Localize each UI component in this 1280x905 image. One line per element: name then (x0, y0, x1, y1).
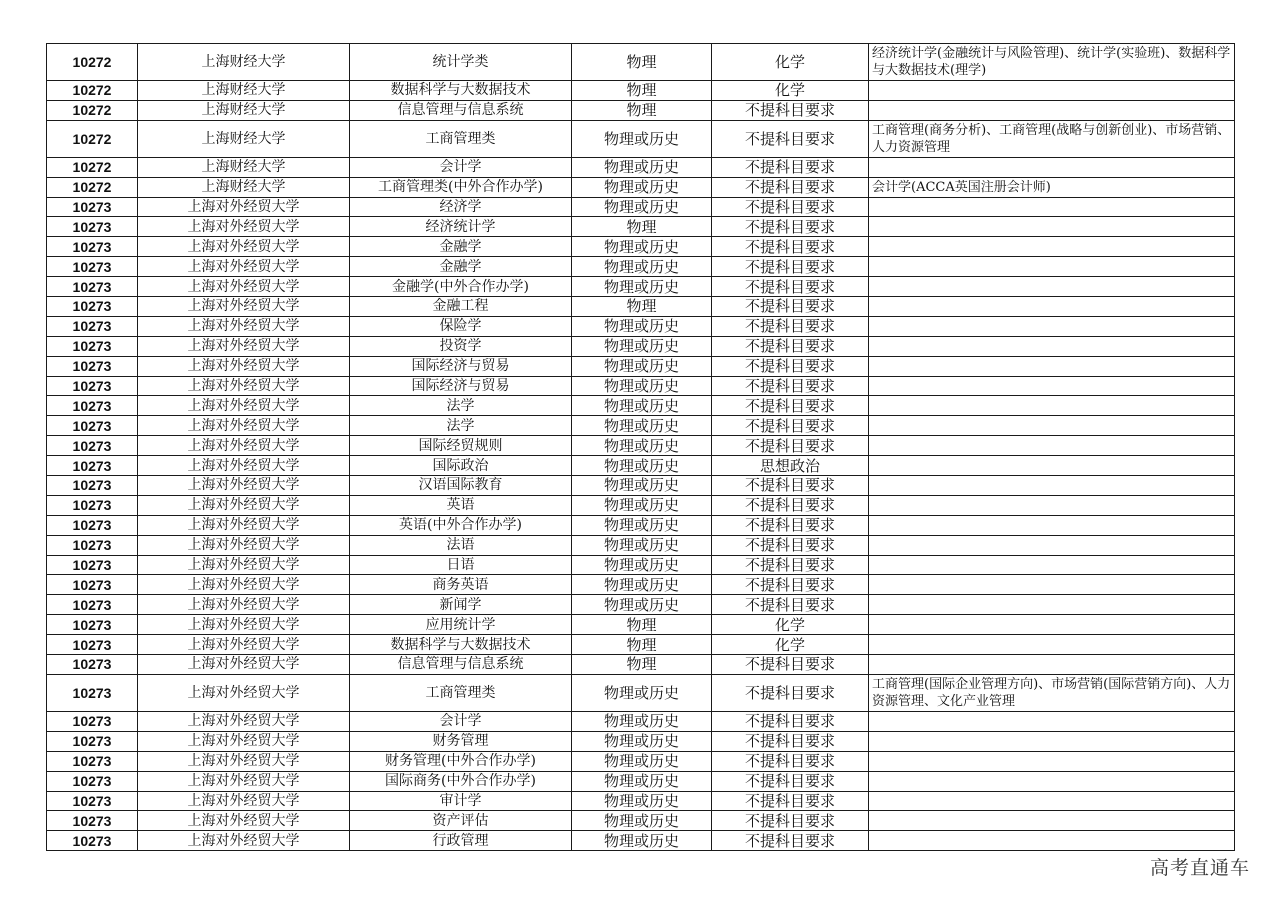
school-cell: 上海对外经贸大学 (138, 811, 350, 831)
note-cell (869, 791, 1235, 811)
first-subject-cell: 物理 (572, 655, 712, 675)
major-cell: 英语(中外合作办学) (350, 515, 572, 535)
school-cell: 上海对外经贸大学 (138, 731, 350, 751)
second-subject-cell: 不提科目要求 (712, 416, 869, 436)
school-cell: 上海财经大学 (138, 44, 350, 81)
major-cell: 财务管理(中外合作办学) (350, 751, 572, 771)
first-subject-cell: 物理 (572, 297, 712, 317)
table-row (47, 575, 1235, 595)
table-row (47, 811, 1235, 831)
note-cell (869, 476, 1235, 496)
major-cell: 金融学 (350, 237, 572, 257)
code-cell: 10272 (47, 177, 138, 197)
code-cell: 10272 (47, 44, 138, 81)
second-subject-cell: 不提科目要求 (712, 555, 869, 575)
table-row (47, 157, 1235, 177)
second-subject-cell: 不提科目要求 (712, 751, 869, 771)
second-subject-cell: 不提科目要求 (712, 277, 869, 297)
watermark-text: 高考直通车 (1149, 857, 1250, 879)
code-cell: 10272 (47, 100, 138, 120)
first-subject-cell: 物理或历史 (572, 711, 712, 731)
table-row (47, 396, 1235, 416)
school-cell: 上海对外经贸大学 (138, 711, 350, 731)
note-cell (869, 595, 1235, 615)
major-cell: 国际经贸规则 (350, 436, 572, 456)
note-cell (869, 316, 1235, 336)
major-cell: 信息管理与信息系统 (350, 655, 572, 675)
first-subject-cell: 物理或历史 (572, 535, 712, 555)
second-subject-cell: 不提科目要求 (712, 336, 869, 356)
major-cell: 财务管理 (350, 731, 572, 751)
first-subject-cell: 物理 (572, 217, 712, 237)
note-cell (869, 416, 1235, 436)
major-cell: 经济学 (350, 197, 572, 217)
note-cell (869, 771, 1235, 791)
second-subject-cell: 不提科目要求 (712, 257, 869, 277)
major-cell: 法学 (350, 416, 572, 436)
code-cell: 10273 (47, 615, 138, 635)
code-cell: 10273 (47, 535, 138, 555)
table-row (47, 555, 1235, 575)
school-cell: 上海财经大学 (138, 157, 350, 177)
first-subject-cell: 物理或历史 (572, 316, 712, 336)
code-cell: 10273 (47, 495, 138, 515)
code-cell: 10273 (47, 237, 138, 257)
note-cell (869, 811, 1235, 831)
note-cell: 工商管理(商务分析)、工商管理(战略与创新创业)、市场营销、人力资源管理 (869, 120, 1235, 157)
second-subject-cell: 不提科目要求 (712, 376, 869, 396)
first-subject-cell: 物理或历史 (572, 376, 712, 396)
note-cell (869, 376, 1235, 396)
major-cell: 金融学(中外合作办学) (350, 277, 572, 297)
table-row (47, 711, 1235, 731)
note-cell (869, 615, 1235, 635)
table-row (47, 217, 1235, 237)
school-cell: 上海对外经贸大学 (138, 336, 350, 356)
major-cell: 统计学类 (350, 44, 572, 81)
major-cell: 保险学 (350, 316, 572, 336)
school-cell: 上海对外经贸大学 (138, 771, 350, 791)
code-cell: 10273 (47, 575, 138, 595)
second-subject-cell: 不提科目要求 (712, 535, 869, 555)
note-cell: 经济统计学(金融统计与风险管理)、统计学(实验班)、数据科学与大数据技术(理学) (869, 44, 1235, 81)
major-cell: 工商管理类 (350, 674, 572, 711)
school-cell: 上海对外经贸大学 (138, 476, 350, 496)
table-row (47, 197, 1235, 217)
first-subject-cell: 物理或历史 (572, 436, 712, 456)
major-cell: 汉语国际教育 (350, 476, 572, 496)
code-cell: 10273 (47, 635, 138, 655)
major-cell: 工商管理类(中外合作办学) (350, 177, 572, 197)
second-subject-cell: 不提科目要求 (712, 237, 869, 257)
first-subject-cell: 物理或历史 (572, 515, 712, 535)
second-subject-cell: 不提科目要求 (712, 771, 869, 791)
first-subject-cell: 物理或历史 (572, 277, 712, 297)
school-cell: 上海对外经贸大学 (138, 635, 350, 655)
note-cell (869, 555, 1235, 575)
first-subject-cell: 物理或历史 (572, 396, 712, 416)
second-subject-cell: 化学 (712, 81, 869, 101)
second-subject-cell: 不提科目要求 (712, 436, 869, 456)
school-cell: 上海对外经贸大学 (138, 257, 350, 277)
code-cell: 10272 (47, 157, 138, 177)
second-subject-cell: 不提科目要求 (712, 655, 869, 675)
note-cell (869, 711, 1235, 731)
second-subject-cell: 化学 (712, 615, 869, 635)
school-cell: 上海对外经贸大学 (138, 197, 350, 217)
school-cell: 上海对外经贸大学 (138, 791, 350, 811)
major-cell: 新闻学 (350, 595, 572, 615)
note-cell (869, 436, 1235, 456)
code-cell: 10273 (47, 277, 138, 297)
note-cell (869, 356, 1235, 376)
school-cell: 上海对外经贸大学 (138, 535, 350, 555)
second-subject-cell: 不提科目要求 (712, 197, 869, 217)
major-cell: 会计学 (350, 157, 572, 177)
major-cell: 法语 (350, 535, 572, 555)
table-row (47, 595, 1235, 615)
second-subject-cell: 不提科目要求 (712, 120, 869, 157)
table-row (47, 237, 1235, 257)
first-subject-cell: 物理或历史 (572, 416, 712, 436)
major-cell: 应用统计学 (350, 615, 572, 635)
school-cell: 上海对外经贸大学 (138, 297, 350, 317)
code-cell: 10273 (47, 731, 138, 751)
note-cell (869, 257, 1235, 277)
table-row (47, 674, 1235, 711)
note-cell (869, 297, 1235, 317)
first-subject-cell: 物理或历史 (572, 791, 712, 811)
first-subject-cell: 物理或历史 (572, 456, 712, 476)
code-cell: 10273 (47, 476, 138, 496)
table-row (47, 336, 1235, 356)
first-subject-cell: 物理 (572, 44, 712, 81)
code-cell: 10273 (47, 515, 138, 535)
table-row (47, 100, 1235, 120)
table-row (47, 120, 1235, 157)
first-subject-cell: 物理或历史 (572, 731, 712, 751)
first-subject-cell: 物理或历史 (572, 751, 712, 771)
note-cell (869, 81, 1235, 101)
second-subject-cell: 不提科目要求 (712, 157, 869, 177)
first-subject-cell: 物理或历史 (572, 120, 712, 157)
table-row (47, 177, 1235, 197)
school-cell: 上海对外经贸大学 (138, 396, 350, 416)
first-subject-cell: 物理或历史 (572, 575, 712, 595)
first-subject-cell: 物理或历史 (572, 811, 712, 831)
code-cell: 10273 (47, 356, 138, 376)
code-cell: 10273 (47, 257, 138, 277)
note-cell (869, 456, 1235, 476)
school-cell: 上海财经大学 (138, 81, 350, 101)
second-subject-cell: 不提科目要求 (712, 674, 869, 711)
code-cell: 10272 (47, 81, 138, 101)
table-row (47, 495, 1235, 515)
note-cell (869, 731, 1235, 751)
note-cell (869, 751, 1235, 771)
second-subject-cell: 不提科目要求 (712, 711, 869, 731)
note-cell (869, 535, 1235, 555)
table-row (47, 791, 1235, 811)
first-subject-cell: 物理或历史 (572, 177, 712, 197)
major-cell: 金融学 (350, 257, 572, 277)
first-subject-cell: 物理或历史 (572, 336, 712, 356)
code-cell: 10273 (47, 595, 138, 615)
second-subject-cell: 不提科目要求 (712, 476, 869, 496)
first-subject-cell: 物理或历史 (572, 197, 712, 217)
note-cell (869, 336, 1235, 356)
note-cell (869, 237, 1235, 257)
table-row (47, 316, 1235, 336)
first-subject-cell: 物理 (572, 81, 712, 101)
table-row (47, 655, 1235, 675)
first-subject-cell: 物理或历史 (572, 356, 712, 376)
code-cell: 10273 (47, 751, 138, 771)
code-cell: 10273 (47, 436, 138, 456)
second-subject-cell: 不提科目要求 (712, 297, 869, 317)
table-row (47, 831, 1235, 851)
school-cell: 上海对外经贸大学 (138, 575, 350, 595)
code-cell: 10273 (47, 416, 138, 436)
school-cell: 上海对外经贸大学 (138, 376, 350, 396)
table-row (47, 376, 1235, 396)
school-cell: 上海对外经贸大学 (138, 595, 350, 615)
major-cell: 资产评估 (350, 811, 572, 831)
code-cell: 10273 (47, 555, 138, 575)
code-cell: 10273 (47, 217, 138, 237)
major-cell: 商务英语 (350, 575, 572, 595)
code-cell: 10273 (47, 791, 138, 811)
second-subject-cell: 不提科目要求 (712, 356, 869, 376)
note-cell (869, 655, 1235, 675)
second-subject-cell: 不提科目要求 (712, 575, 869, 595)
first-subject-cell: 物理或历史 (572, 555, 712, 575)
table-row (47, 751, 1235, 771)
note-cell (869, 197, 1235, 217)
major-cell: 数据科学与大数据技术 (350, 635, 572, 655)
major-cell: 行政管理 (350, 831, 572, 851)
school-cell: 上海对外经贸大学 (138, 515, 350, 535)
second-subject-cell: 不提科目要求 (712, 811, 869, 831)
school-cell: 上海财经大学 (138, 100, 350, 120)
code-cell: 10273 (47, 771, 138, 791)
school-cell: 上海对外经贸大学 (138, 456, 350, 476)
table-row (47, 436, 1235, 456)
school-cell: 上海财经大学 (138, 120, 350, 157)
second-subject-cell: 思想政治 (712, 456, 869, 476)
code-cell: 10273 (47, 396, 138, 416)
first-subject-cell: 物理或历史 (572, 674, 712, 711)
second-subject-cell: 化学 (712, 635, 869, 655)
table-row (47, 615, 1235, 635)
school-cell: 上海对外经贸大学 (138, 217, 350, 237)
table-row (47, 297, 1235, 317)
note-cell (869, 396, 1235, 416)
school-cell: 上海对外经贸大学 (138, 495, 350, 515)
major-cell: 经济统计学 (350, 217, 572, 237)
note-cell (869, 217, 1235, 237)
note-cell (869, 831, 1235, 851)
note-cell (869, 100, 1235, 120)
note-cell (869, 635, 1235, 655)
school-cell: 上海对外经贸大学 (138, 237, 350, 257)
major-cell: 数据科学与大数据技术 (350, 81, 572, 101)
table-row (47, 771, 1235, 791)
school-cell: 上海对外经贸大学 (138, 674, 350, 711)
code-cell: 10273 (47, 811, 138, 831)
second-subject-cell: 不提科目要求 (712, 731, 869, 751)
table-row (47, 456, 1235, 476)
school-cell: 上海对外经贸大学 (138, 655, 350, 675)
code-cell: 10273 (47, 316, 138, 336)
note-cell (869, 575, 1235, 595)
second-subject-cell: 不提科目要求 (712, 217, 869, 237)
code-cell: 10273 (47, 711, 138, 731)
school-cell: 上海对外经贸大学 (138, 316, 350, 336)
table-row (47, 277, 1235, 297)
first-subject-cell: 物理或历史 (572, 771, 712, 791)
code-cell: 10273 (47, 674, 138, 711)
major-cell: 日语 (350, 555, 572, 575)
school-cell: 上海对外经贸大学 (138, 277, 350, 297)
second-subject-cell: 不提科目要求 (712, 595, 869, 615)
school-cell: 上海对外经贸大学 (138, 615, 350, 635)
note-cell (869, 157, 1235, 177)
code-cell: 10273 (47, 336, 138, 356)
major-cell: 工商管理类 (350, 120, 572, 157)
code-cell: 10273 (47, 456, 138, 476)
school-cell: 上海对外经贸大学 (138, 831, 350, 851)
second-subject-cell: 不提科目要求 (712, 495, 869, 515)
second-subject-cell: 不提科目要求 (712, 515, 869, 535)
table-row (47, 476, 1235, 496)
code-cell: 10272 (47, 120, 138, 157)
requirements-table (46, 43, 1235, 851)
note-cell (869, 277, 1235, 297)
major-cell: 国际商务(中外合作办学) (350, 771, 572, 791)
table-row (47, 416, 1235, 436)
school-cell: 上海对外经贸大学 (138, 555, 350, 575)
second-subject-cell: 不提科目要求 (712, 316, 869, 336)
school-cell: 上海财经大学 (138, 177, 350, 197)
note-cell (869, 515, 1235, 535)
second-subject-cell: 不提科目要求 (712, 177, 869, 197)
major-cell: 投资学 (350, 336, 572, 356)
second-subject-cell: 不提科目要求 (712, 100, 869, 120)
code-cell: 10273 (47, 655, 138, 675)
table-row (47, 635, 1235, 655)
school-cell: 上海对外经贸大学 (138, 436, 350, 456)
first-subject-cell: 物理或历史 (572, 831, 712, 851)
major-cell: 会计学 (350, 711, 572, 731)
code-cell: 10273 (47, 831, 138, 851)
major-cell: 英语 (350, 495, 572, 515)
major-cell: 国际经济与贸易 (350, 356, 572, 376)
first-subject-cell: 物理或历史 (572, 595, 712, 615)
note-cell: 会计学(ACCA英国注册会计师) (869, 177, 1235, 197)
note-cell: 工商管理(国际企业管理方向)、市场营销(国际营销方向)、人力资源管理、文化产业管理 (869, 674, 1235, 711)
major-cell: 信息管理与信息系统 (350, 100, 572, 120)
code-cell: 10273 (47, 197, 138, 217)
table-body (47, 44, 1235, 851)
school-cell: 上海对外经贸大学 (138, 751, 350, 771)
table-row (47, 515, 1235, 535)
school-cell: 上海对外经贸大学 (138, 356, 350, 376)
first-subject-cell: 物理或历史 (572, 257, 712, 277)
second-subject-cell: 不提科目要求 (712, 791, 869, 811)
table-row (47, 257, 1235, 277)
major-cell: 国际政治 (350, 456, 572, 476)
table-row (47, 81, 1235, 101)
major-cell: 金融工程 (350, 297, 572, 317)
table-row (47, 44, 1235, 81)
table-row (47, 731, 1235, 751)
major-cell: 审计学 (350, 791, 572, 811)
first-subject-cell: 物理或历史 (572, 157, 712, 177)
school-cell: 上海对外经贸大学 (138, 416, 350, 436)
second-subject-cell: 不提科目要求 (712, 396, 869, 416)
second-subject-cell: 化学 (712, 44, 869, 81)
table-row (47, 356, 1235, 376)
first-subject-cell: 物理 (572, 100, 712, 120)
first-subject-cell: 物理 (572, 615, 712, 635)
first-subject-cell: 物理或历史 (572, 476, 712, 496)
first-subject-cell: 物理或历史 (572, 495, 712, 515)
major-cell: 法学 (350, 396, 572, 416)
code-cell: 10273 (47, 376, 138, 396)
second-subject-cell: 不提科目要求 (712, 831, 869, 851)
table-row (47, 535, 1235, 555)
first-subject-cell: 物理 (572, 635, 712, 655)
note-cell (869, 495, 1235, 515)
first-subject-cell: 物理或历史 (572, 237, 712, 257)
major-cell: 国际经济与贸易 (350, 376, 572, 396)
code-cell: 10273 (47, 297, 138, 317)
